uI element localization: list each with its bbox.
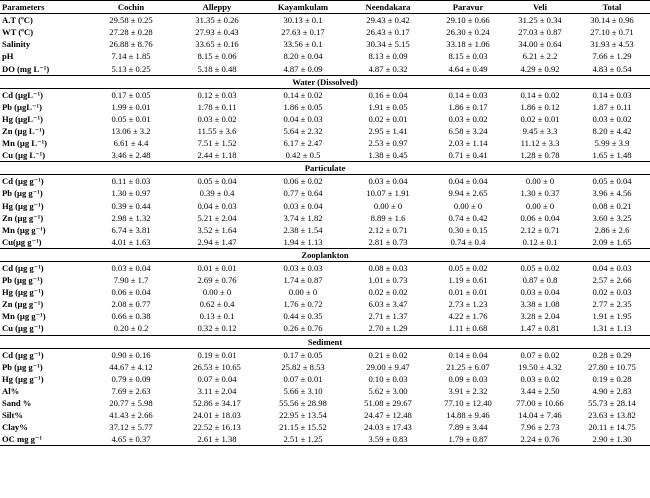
row-label: Zn (µg L⁻¹): [2, 125, 45, 136]
cell-value: 3.11 ± 2.04: [197, 385, 237, 396]
cell-value: 0.11 ± 0.03: [111, 176, 151, 187]
cell-value: 0.62 ± 0.4: [199, 299, 235, 310]
table-row: [0, 261, 650, 274]
cell-value: 7.89 ± 3.44: [448, 422, 488, 433]
cell-value: 1.78 ± 0.11: [197, 101, 237, 112]
cell-value: 0.19 ± 0.28: [592, 373, 632, 384]
cell-value: 0.03 ± 0.04: [283, 200, 323, 211]
cell-value: 3.91 ± 2.32: [448, 385, 488, 396]
cell-value: 2.94 ± 1.47: [197, 236, 237, 247]
cell-value: 2.86 ± 2.6: [594, 224, 630, 235]
cell-value: 5.18 ± 0.48: [197, 63, 237, 74]
cell-value: 0.04 ± 0.03: [197, 200, 237, 211]
cell-value: 0.13 ± 0.1: [199, 311, 235, 322]
cell-value: 55.56 ± 28.98: [279, 398, 327, 409]
cell-value: 0.17 ± 0.05: [283, 349, 323, 360]
column-header: Veli: [506, 1, 574, 14]
cell-value: 0.06 ± 0.04: [520, 212, 560, 223]
cell-value: 8.89 ± 1.6: [370, 212, 406, 223]
cell-value: 5.21 ± 2.04: [197, 212, 237, 223]
row-label: Cu (µg L⁻¹): [2, 150, 46, 161]
row-label: Al%: [2, 385, 20, 396]
cell-value: 0.07 ± 0.02: [520, 349, 560, 360]
cell-value: 0.04 ± 0.04: [448, 176, 488, 187]
row-label: Pb (µgL⁻¹): [2, 101, 42, 112]
table-row: [0, 88, 650, 101]
cell-value: 2.70 ± 1.29: [368, 323, 408, 334]
row-label: Cd (µg g⁻¹): [2, 263, 44, 274]
cell-value: 27.80 ± 10.75: [588, 361, 636, 372]
cell-value: 0.39 ± 0.44: [111, 200, 151, 211]
cell-value: 2.53 ± 0.97: [368, 138, 408, 149]
cell-value: 0.00 ± 0: [525, 176, 555, 187]
cell-value: 14.04 ± 7.46: [518, 410, 562, 421]
cell-value: 41.43 ± 2.66: [109, 410, 153, 421]
cell-value: 24.03 ± 17.43: [364, 422, 412, 433]
cell-value: 44.67 ± 4.12: [109, 361, 153, 372]
cell-value: 6.21 ± 2.2: [522, 51, 558, 62]
cell-value: 5.66 ± 3.10: [283, 385, 323, 396]
cell-value: 7.96 ± 2.73: [520, 422, 560, 433]
cell-value: 29.00 ± 9.47: [366, 361, 410, 372]
cell-value: 7.90 ± 1.7: [113, 275, 149, 286]
cell-value: 27.93 ± 0.43: [195, 27, 239, 38]
cell-value: 0.14 ± 0.04: [448, 349, 488, 360]
cell-value: 2.71 ± 1.37: [368, 311, 408, 322]
table-row: [0, 212, 650, 224]
cell-value: 6.17 ± 2.47: [283, 138, 323, 149]
cell-value: 33.18 ± 1.06: [446, 39, 490, 50]
cell-value: 0.12 ± 0.03: [197, 89, 237, 100]
cell-value: 21.15 ± 15.52: [279, 422, 327, 433]
cell-value: 37.12 ± 5.77: [109, 422, 153, 433]
cell-value: 0.32 ± 0.12: [197, 323, 237, 334]
cell-value: 4.01 ± 1.63: [111, 236, 151, 247]
cell-value: 5.99 ± 3.9: [594, 138, 630, 149]
cell-value: 0.10 ± 0.03: [368, 373, 408, 384]
cell-value: 8.15 ± 0.03: [448, 51, 488, 62]
row-label: Pb (µg g⁻¹): [2, 275, 43, 286]
cell-value: 8.20 ± 0.04: [283, 51, 323, 62]
cell-value: 0.14 ± 0.03: [448, 89, 488, 100]
cell-value: 1.01 ± 0.73: [368, 275, 408, 286]
cell-value: 0.00 ± 0: [373, 200, 403, 211]
cell-value: 13.06 ± 3.2: [111, 125, 151, 136]
cell-value: 5.13 ± 0.25: [111, 63, 151, 74]
section-title: Zooplankton: [0, 248, 650, 261]
cell-value: 0.05 ± 0.04: [592, 176, 632, 187]
cell-value: 0.03 ± 0.02: [448, 113, 488, 124]
table-row: [0, 50, 650, 62]
cell-value: 2.38 ± 1.54: [283, 224, 323, 235]
cell-value: 2.81 ± 0.73: [368, 236, 408, 247]
section-header-particulate: [0, 162, 650, 175]
table-row: [0, 187, 650, 199]
row-label: Cu(µg g⁻¹): [2, 236, 42, 247]
cell-value: 0.02 ± 0.02: [368, 287, 408, 298]
cell-value: 0.42 ± 0.5: [285, 150, 321, 161]
cell-value: 1.30 ± 0.97: [111, 188, 151, 199]
cell-value: 0.06 ± 0.02: [283, 176, 323, 187]
cell-value: 0.03 ± 0.02: [592, 113, 632, 124]
cell-value: 29.58 ± 0.25: [109, 15, 153, 26]
cell-value: 20.77 ± 5.98: [109, 398, 153, 409]
cell-value: 1.19 ± 0.61: [448, 275, 488, 286]
row-label: Salinity: [2, 39, 31, 50]
cell-value: 2.90 ± 1.30: [574, 433, 650, 446]
table-row: [0, 322, 650, 335]
cell-value: 0.04 ± 0.03: [283, 113, 323, 124]
cell-value: 5.62 ± 3.00: [368, 385, 408, 396]
cell-value: 26.30 ± 0.24: [446, 27, 490, 38]
cell-value: 2.24 ± 0.76: [506, 433, 574, 446]
cell-value: 19.50 ± 4.32: [518, 361, 562, 372]
cell-value: 0.01 ± 0.01: [197, 263, 237, 274]
table-row: [0, 175, 650, 188]
cell-value: 51.08 ± 29.67: [364, 398, 412, 409]
table-row: [0, 125, 650, 137]
table-row: [0, 361, 650, 373]
cell-value: 0.17 ± 0.05: [111, 89, 151, 100]
row-label: Cu (µg g⁻¹): [2, 323, 44, 334]
cell-value: 0.44 ± 0.35: [283, 311, 323, 322]
cell-value: 22.52 ± 16.13: [193, 422, 241, 433]
header-row: [0, 1, 650, 14]
cell-value: 0.05 ± 0.04: [197, 176, 237, 187]
cell-value: 2.12 ± 0.71: [520, 224, 560, 235]
cell-value: 1.74 ± 0.87: [283, 275, 323, 286]
row-label: Silt%: [2, 410, 24, 421]
cell-value: 1.94 ± 1.13: [283, 236, 323, 247]
cell-value: 2.09 ± 1.65: [592, 236, 632, 247]
cell-value: 6.74 ± 3.81: [111, 224, 151, 235]
cell-value: 0.74 ± 0.42: [448, 212, 488, 223]
cell-value: 0.01 ± 0.01: [448, 287, 488, 298]
row-label: Sand %: [2, 398, 32, 409]
cell-value: 27.03 ± 0.87: [518, 27, 562, 38]
cell-value: 1.31 ± 1.13: [592, 323, 632, 334]
table-row: [0, 137, 650, 149]
row-label: Zn (µg g⁻¹): [2, 212, 44, 223]
table-row: [0, 26, 650, 38]
cell-value: 26.43 ± 0.17: [366, 27, 410, 38]
cell-value: 1.91 ± 1.95: [592, 311, 632, 322]
cell-value: 31.35 ± 0.26: [195, 15, 239, 26]
table-row: [0, 14, 650, 27]
cell-value: 0.02 ± 0.01: [368, 113, 408, 124]
cell-value: 4.22 ± 1.76: [448, 311, 488, 322]
cell-value: 0.30 ± 0.15: [448, 224, 488, 235]
column-header: Parameters: [0, 1, 88, 14]
column-header: Total: [574, 1, 650, 14]
section-title: Water (Dissolved): [0, 75, 650, 88]
cell-value: 3.96 ± 4.56: [592, 188, 632, 199]
cell-value: 14.88 ± 9.46: [446, 410, 490, 421]
cell-value: 3.28 ± 2.04: [520, 311, 560, 322]
cell-value: 7.14 ± 1.85: [111, 51, 151, 62]
cell-value: 33.65 ± 0.16: [195, 39, 239, 50]
table-row: [0, 236, 650, 249]
cell-value: 2.12 ± 0.71: [368, 224, 408, 235]
cell-value: 0.26 ± 0.76: [283, 323, 323, 334]
cell-value: 29.10 ± 0.66: [446, 15, 490, 26]
cell-value: 27.63 ± 0.17: [281, 27, 325, 38]
cell-value: 2.95 ± 1.41: [368, 125, 408, 136]
cell-value: 31.25 ± 0.34: [518, 15, 562, 26]
cell-value: 29.43 ± 0.42: [366, 15, 410, 26]
cell-value: 0.39 ± 0.4: [199, 188, 235, 199]
cell-value: 3.52 ± 1.64: [197, 224, 237, 235]
cell-value: 0.00 ± 0: [202, 287, 232, 298]
row-label: Zn (µg g⁻¹): [2, 299, 44, 310]
cell-value: 25.82 ± 8.53: [281, 361, 325, 372]
cell-value: 24.01 ± 18.03: [193, 410, 241, 421]
row-label: Cd (µg g⁻¹): [2, 349, 44, 360]
cell-value: 2.08 ± 0.77: [111, 299, 151, 310]
row-label: Cd (µgL⁻¹): [2, 89, 43, 100]
cell-value: 11.55 ± 3.6: [197, 125, 237, 136]
cell-value: 4.87 ± 0.32: [368, 63, 408, 74]
cell-value: 30.14 ± 0.96: [590, 15, 634, 26]
row-label: OC mg g⁻¹: [0, 433, 88, 446]
cell-value: 30.13 ± 0.1: [283, 15, 323, 26]
cell-value: 1.86 ± 0.17: [448, 101, 488, 112]
cell-value: 6.03 ± 3.47: [368, 299, 408, 310]
cell-value: 0.05 ± 0.02: [520, 263, 560, 274]
cell-value: 3.46 ± 2.48: [111, 150, 151, 161]
row-label: Pb (µg g⁻¹): [2, 188, 43, 199]
cell-value: 4.87 ± 0.09: [283, 63, 323, 74]
cell-value: 0.03 ± 0.02: [197, 113, 237, 124]
cell-value: 77.10 ± 12.40: [444, 398, 492, 409]
cell-value: 2.98 ± 1.32: [111, 212, 151, 223]
cell-value: 2.61 ± 1.38: [174, 433, 260, 446]
table-row: [0, 385, 650, 397]
cell-value: 7.69 ± 2.63: [111, 385, 151, 396]
cell-value: 1.91 ± 0.05: [368, 101, 408, 112]
cell-value: 26.53 ± 10.65: [193, 361, 241, 372]
cell-value: 0.03 ± 0.02: [520, 373, 560, 384]
table-row: [0, 421, 650, 433]
cell-value: 3.74 ± 1.82: [283, 212, 323, 223]
cell-value: 31.93 ± 4.53: [590, 39, 634, 50]
cell-value: 6.58 ± 3.24: [448, 125, 488, 136]
cell-value: 3.38 ± 1.08: [520, 299, 560, 310]
row-label: A.T (ºC): [2, 15, 33, 26]
cell-value: 3.59 ± 0.83: [346, 433, 430, 446]
cell-value: 7.51 ± 1.52: [197, 138, 237, 149]
cell-value: 11.12 ± 3.3: [520, 138, 560, 149]
cell-value: 55.73 ± 28.14: [588, 398, 636, 409]
section-title: Sediment: [0, 335, 650, 348]
cell-value: 4.29 ± 0.92: [520, 63, 560, 74]
cell-value: 4.64 ± 0.49: [448, 63, 488, 74]
table-row: [0, 298, 650, 310]
table-row: [0, 62, 650, 75]
section-header-zooplankton: [0, 248, 650, 261]
cell-value: 0.06 ± 0.04: [111, 287, 151, 298]
table-row: [0, 397, 650, 409]
cell-value: 0.08 ± 0.21: [592, 200, 632, 211]
table-row: [0, 38, 650, 50]
row-label: WT (ºC): [2, 27, 34, 38]
cell-value: 0.07 ± 0.01: [283, 373, 323, 384]
cell-value: 26.88 ± 8.76: [109, 39, 153, 50]
cell-value: 2.44 ± 1.18: [197, 150, 237, 161]
cell-value: 24.47 ± 12.48: [364, 410, 412, 421]
cell-value: 0.21 ± 0.02: [368, 349, 408, 360]
cell-value: 20.11 ± 14.75: [588, 422, 636, 433]
cell-value: 3.60 ± 3.25: [592, 212, 632, 223]
cell-value: 0.66 ± 0.38: [111, 311, 151, 322]
cell-value: 0.74 ± 0.4: [450, 236, 486, 247]
cell-value: 2.77 ± 2.35: [592, 299, 632, 310]
row-label: Hg (µg g⁻¹): [2, 287, 44, 298]
cell-value: 33.56 ± 0.1: [283, 39, 323, 50]
row-label: Hg (µg g⁻¹): [2, 373, 44, 384]
column-header: Alleppy: [174, 1, 260, 14]
cell-value: 2.57 ± 2.66: [592, 275, 632, 286]
cell-value: 0.16 ± 0.04: [368, 89, 408, 100]
row-label: Clay%: [2, 422, 28, 433]
cell-value: 1.86 ± 0.12: [520, 101, 560, 112]
column-header: Paravur: [430, 1, 506, 14]
row-label: Mn (µg L⁻¹): [2, 138, 48, 149]
cell-value: 6.61 ± 4.4: [113, 138, 149, 149]
cell-value: 52.86 ± 34.17: [193, 398, 241, 409]
section-header-water-dissolved: [0, 75, 650, 88]
table-row: [0, 348, 650, 361]
column-header: Cochin: [88, 1, 174, 14]
table-row: [0, 433, 650, 446]
cell-value: 8.20 ± 4.42: [592, 125, 632, 136]
cell-value: 0.09 ± 0.03: [448, 373, 488, 384]
table-row: [0, 224, 650, 236]
row-label: Mn (µg g⁻¹): [2, 224, 46, 235]
row-label: Cd (µg g⁻¹): [2, 176, 44, 187]
column-header: Neendakara: [346, 1, 430, 14]
cell-value: 0.00 ± 0: [453, 200, 483, 211]
cell-value: 10.07 ± 1.91: [366, 188, 410, 199]
cell-value: 1.76 ± 0.72: [283, 299, 323, 310]
cell-value: 22.95 ± 13.54: [279, 410, 327, 421]
table-row: [0, 310, 650, 322]
row-label: Hg (µgL⁻¹): [2, 113, 43, 124]
cell-value: 0.05 ± 0.02: [448, 263, 488, 274]
cell-value: 77.00 ± 10.66: [516, 398, 564, 409]
cell-value: 0.08 ± 0.03: [368, 263, 408, 274]
section-header-sediment: [0, 335, 650, 348]
cell-value: 27.28 ± 0.28: [109, 27, 153, 38]
cell-value: 0.19 ± 0.01: [197, 349, 237, 360]
cell-value: 0.07 ± 0.04: [197, 373, 237, 384]
cell-value: 0.20 ± 0.2: [113, 323, 149, 334]
cell-value: 4.65 ± 0.37: [88, 433, 174, 446]
table-row: [0, 101, 650, 113]
table-row: [0, 373, 650, 385]
cell-value: 0.14 ± 0.03: [592, 89, 632, 100]
cell-value: 4.83 ± 0.54: [592, 63, 632, 74]
cell-value: 0.03 ± 0.03: [283, 263, 323, 274]
cell-value: 0.02 ± 0.01: [520, 113, 560, 124]
cell-value: 0.28 ± 0.29: [592, 349, 632, 360]
cell-value: 0.14 ± 0.02: [520, 89, 560, 100]
cell-value: 0.03 ± 0.04: [368, 176, 408, 187]
table-row: [0, 409, 650, 421]
cell-value: 0.02 ± 0.03: [592, 287, 632, 298]
cell-value: 2.03 ± 1.14: [448, 138, 488, 149]
cell-value: 0.03 ± 0.04: [111, 263, 151, 274]
cell-value: 1.99 ± 0.01: [111, 101, 151, 112]
cell-value: 4.90 ± 2.83: [592, 385, 632, 396]
cell-value: 8.15 ± 0.06: [197, 51, 237, 62]
cell-value: 0.00 ± 0: [288, 287, 318, 298]
row-label: Hg (µg g⁻¹): [2, 200, 44, 211]
cell-value: 9.94 ± 2.65: [448, 188, 488, 199]
cell-value: 1.11 ± 0.68: [448, 323, 488, 334]
cell-value: 0.12 ± 0.1: [522, 236, 558, 247]
table-row: [0, 149, 650, 162]
cell-value: 0.90 ± 0.16: [111, 349, 151, 360]
cell-value: 1.65 ± 1.48: [592, 150, 632, 161]
cell-value: 23.63 ± 13.82: [588, 410, 636, 421]
row-label: Mn (µg g⁻¹): [2, 311, 46, 322]
cell-value: 30.34 ± 5.15: [366, 39, 410, 50]
cell-value: 1.28 ± 0.78: [520, 150, 560, 161]
cell-value: 27.10 ± 0.71: [590, 27, 634, 38]
cell-value: 9.45 ± 3.3: [522, 125, 558, 136]
row-label: Pb (µg g⁻¹): [2, 361, 43, 372]
cell-value: 7.66 ± 1.29: [592, 51, 632, 62]
table-row: [0, 113, 650, 125]
cell-value: 0.05 ± 0.01: [111, 113, 151, 124]
cell-value: 1.38 ± 0.45: [368, 150, 408, 161]
cell-value: 0.00 ± 0: [525, 200, 555, 211]
cell-value: 0.04 ± 0.03: [592, 263, 632, 274]
table-row: [0, 286, 650, 298]
cell-value: 2.69 ± 0.76: [197, 275, 237, 286]
cell-value: 34.00 ± 0.64: [518, 39, 562, 50]
cell-value: 21.25 ± 6.07: [446, 361, 490, 372]
cell-value: 0.77 ± 0.64: [283, 188, 323, 199]
cell-value: 1.87 ± 0.11: [592, 101, 632, 112]
cell-value: 0.14 ± 0.02: [283, 89, 323, 100]
row-label: pH: [2, 51, 14, 62]
cell-value: 1.47 ± 0.81: [520, 323, 560, 334]
section-title: Particulate: [0, 162, 650, 175]
cell-value: 0.87 ± 0.8: [522, 275, 558, 286]
cell-value: 2.73 ± 1.23: [448, 299, 488, 310]
cell-value: 0.79 ± 0.09: [111, 373, 151, 384]
cell-value: 1.79 ± 0.87: [430, 433, 506, 446]
column-header: Kayamkulam: [260, 1, 346, 14]
cell-value: 2.51 ± 1.25: [260, 433, 346, 446]
cell-value: 5.64 ± 2.32: [283, 125, 323, 136]
cell-value: 1.30 ± 0.37: [520, 188, 560, 199]
cell-value: 0.71 ± 0.41: [448, 150, 488, 161]
cell-value: 1.86 ± 0.05: [283, 101, 323, 112]
cell-value: 0.03 ± 0.04: [520, 287, 560, 298]
table-row: [0, 200, 650, 212]
table-row: [0, 274, 650, 286]
row-label: DO (mg L⁻¹): [2, 63, 50, 74]
cell-value: 8.13 ± 0.09: [368, 51, 408, 62]
cell-value: 3.44 ± 2.50: [520, 385, 560, 396]
